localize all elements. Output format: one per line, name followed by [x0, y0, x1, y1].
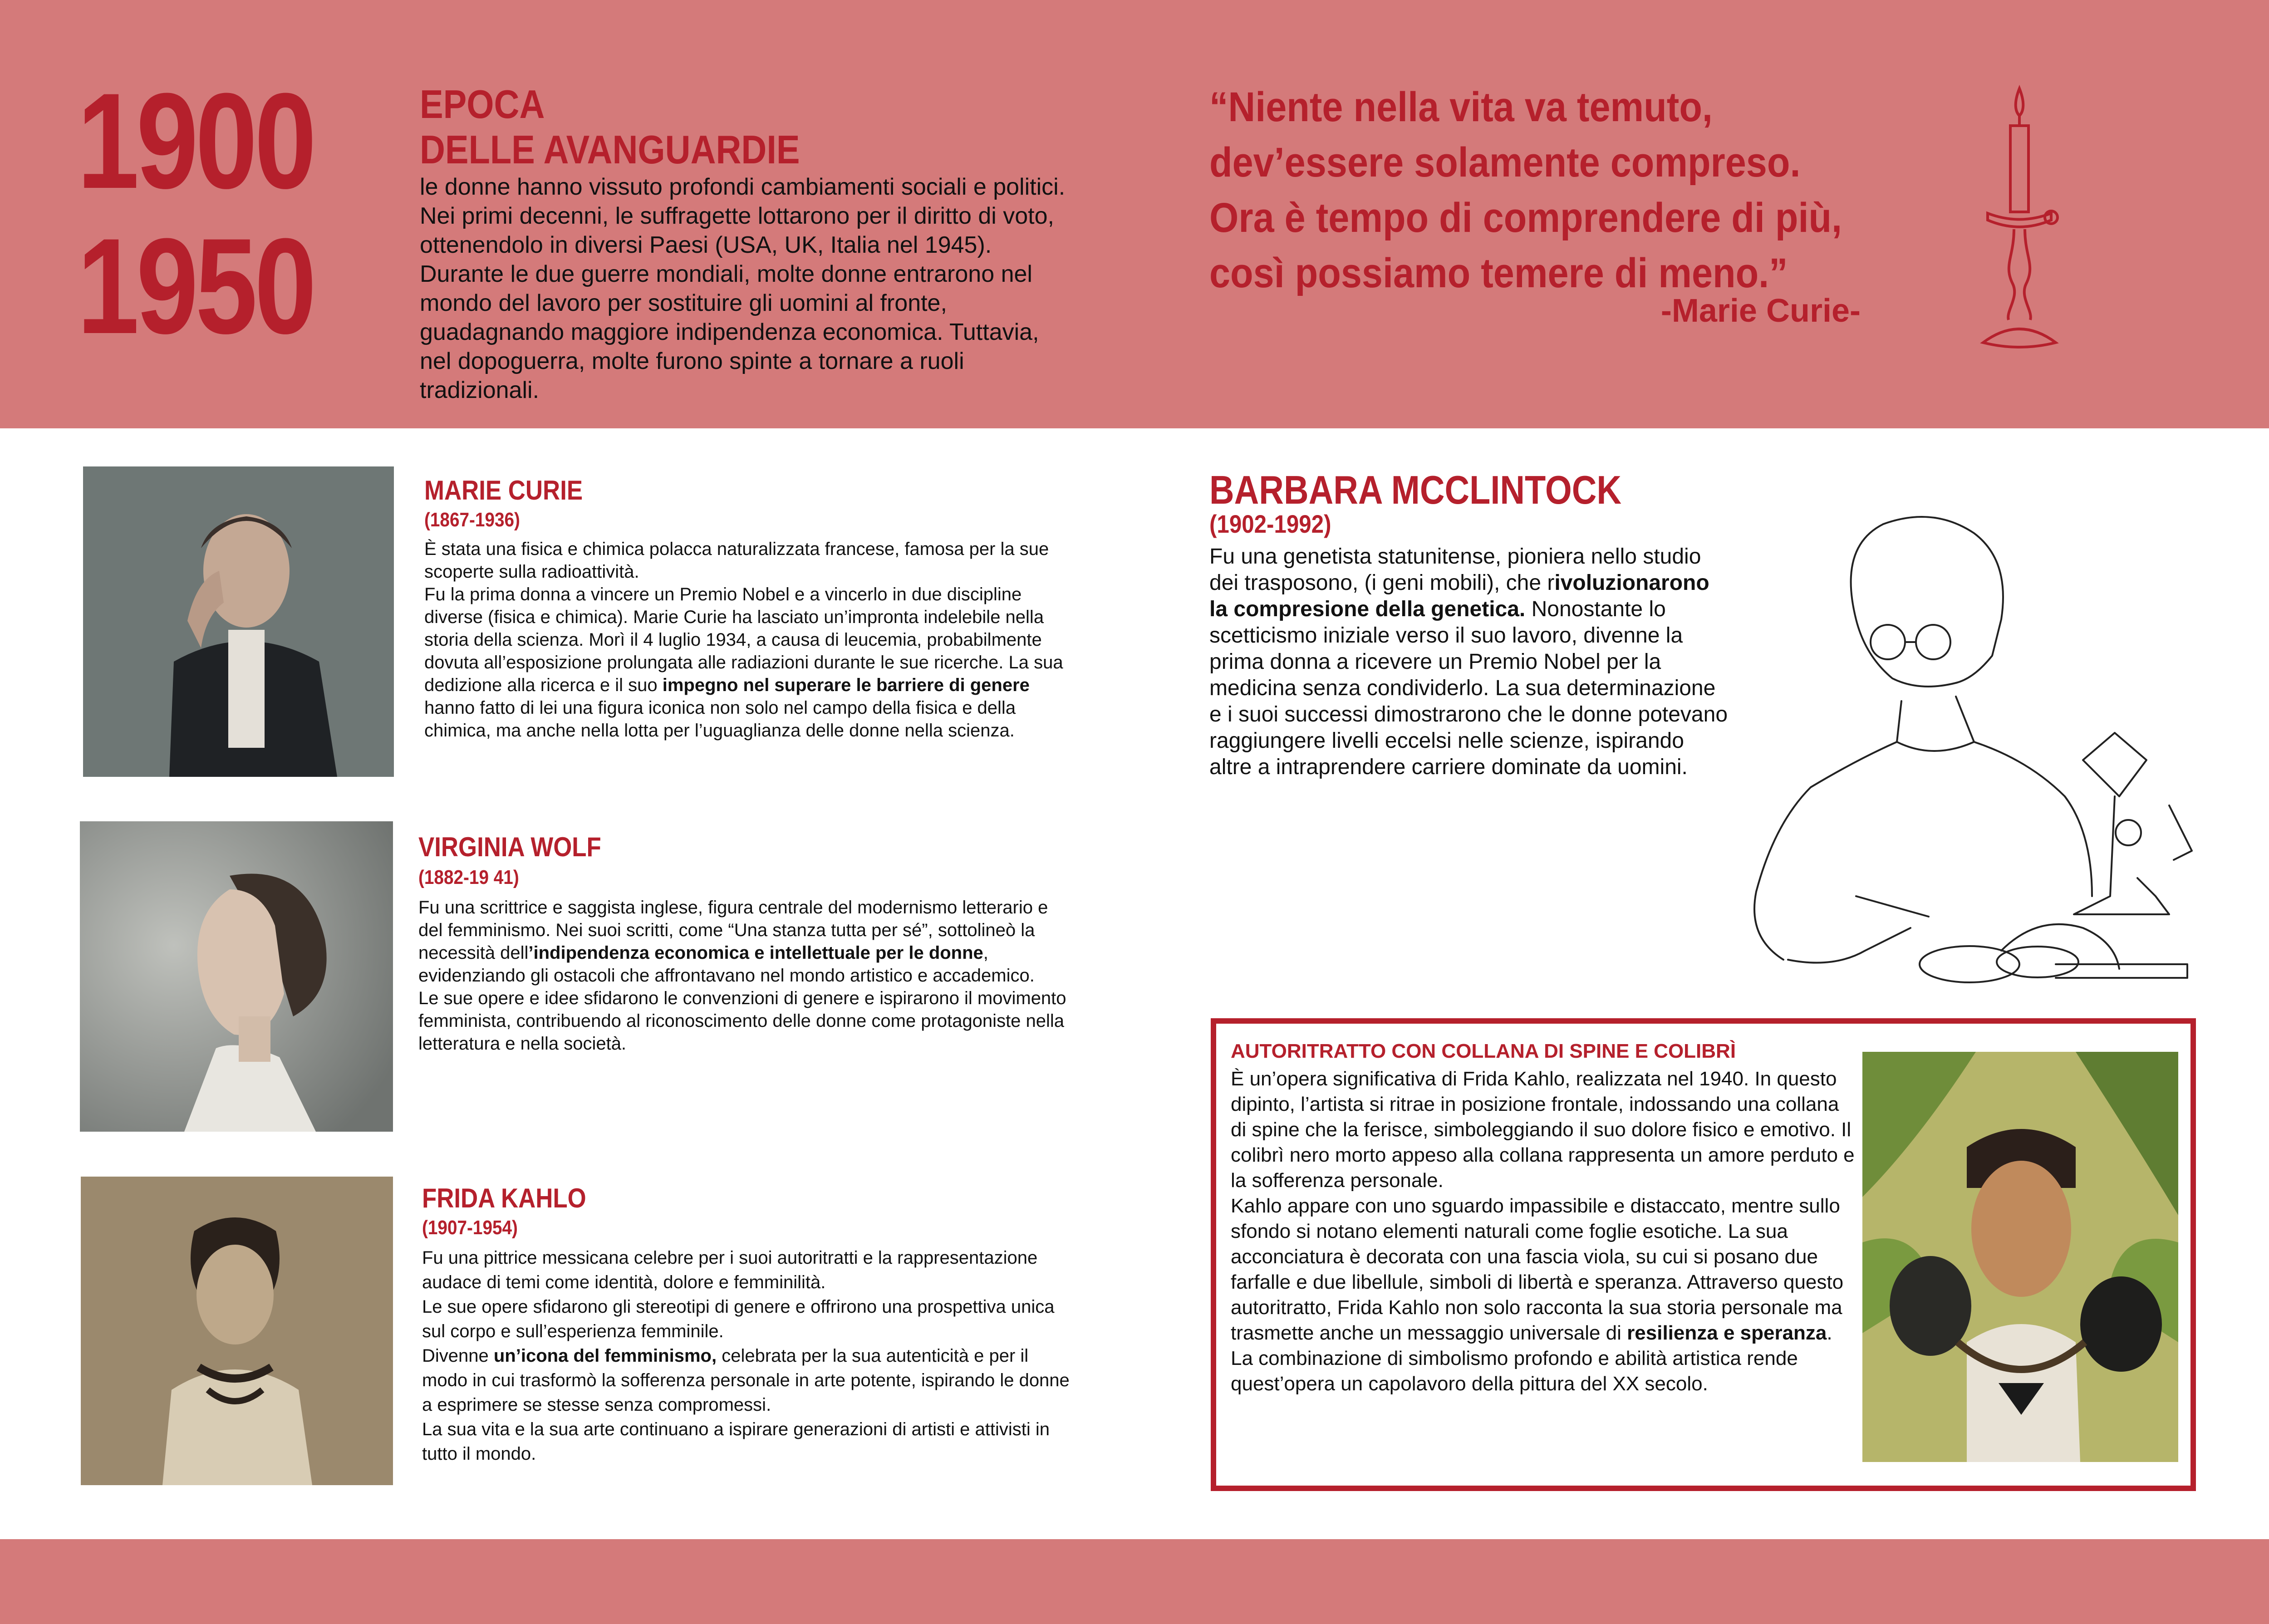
woolf-dates: (1882-19 41): [418, 866, 519, 888]
candle-icon: [1979, 84, 2060, 352]
mcclintock-bio: Fu una genetista statunitense, pioniera nello studio dei trasposono, (i geni mobili), che rivoluzionarono la compresione della genetica. Nonostante lo scetticismo iniziale verso il suo lavoro, divenne la prima donna a ricevere un Premio Nobel per la medicina senza condividerlo. La sua determinazione e i suoi successi dimostrarono che le donne potevano raggiungere livelli eccelsi nelle scienze, ispirando altre a intraprendere carriere dominate da uomini.: [1209, 545, 1728, 779]
mcclintock-sketch: [1720, 506, 2201, 1003]
header-band: [0, 0, 2269, 428]
mcclintock-dates: (1902-1992): [1209, 510, 1331, 538]
year-start: 1900: [77, 64, 314, 217]
kahlo-dates: (1907-1954): [422, 1217, 518, 1239]
quote: “Niente nella vita va temuto, dev’essere solamente compreso. Ora è tempo di comprendere di più, così possiamo temere di meno.”: [1209, 84, 1842, 296]
curie-dates: (1867-1936): [424, 509, 520, 531]
era-title: EPOCA DELLE AVANGUARDIE: [420, 82, 800, 172]
kahlo-self-portrait-painting: [1862, 1052, 2178, 1462]
virginia-woolf-photo: [80, 821, 393, 1132]
artwork-title: AUTORITRATTO CON COLLANA DI SPINE E COLIBRÌ: [1231, 1040, 1736, 1062]
marie-curie-photo: [83, 466, 394, 777]
woolf-bio: Fu una scrittrice e saggista inglese, figura centrale del modernismo letterario e del femminismo. Nei suoi scritti, come “Una stanza tutta per sé”, sottolineò la necessità dell’indipendenza economica e intellettuale per le donne, evidenziando gli ostacoli che affrontavano nel mondo artistico e accademico. Le sue opere e idee sfidarono le convenzioni di genere e ispirarono il movimento femminista, contribuendo al riconoscimento delle donne come protagoniste nella letteratura e nella società.: [418, 898, 1066, 1054]
artwork-description: È un’opera significativa di Frida Kahlo, realizzata nel 1940. In questo dipinto, l’artista si ritrae in posizione frontale, indossando una collana di spine che la ferisce, simboleggiando il suo dolore fisico e emotivo. Il colibrì nero morto appeso alla collana rappresenta un amore perduto e la sofferenza personale. Kahlo appare con uno sguardo impassibile e distaccato, mentre sullo sfondo si notano elementi naturali come foglie esotiche. La sua acconciatura è decorata con una fascia viola, su cui si posano due farfalle e due libellule, simboli di libertà e speranza. Attraverso questo autoritratto, Frida Kahlo non solo racconta la sua storia personale ma trasmette anche un messaggio universale di resilienza e speranza. La combinazione di simbolismo profondo e abilità artistica rende quest’opera un capolavoro della pittura del XX secolo.: [1231, 1068, 1855, 1395]
curie-bio: È stata una fisica e chimica polacca naturalizzata francese, famosa per la sue scoperte sulla radioattività. Fu la prima donna a vincere un Premio Nobel e a vincerlo in due discipline diverse (fisica e chimica). Marie Curie ha lasciato un’impronta indelebile nella storia della scienza. Morì il 4 luglio 1934, a causa di leucemia, probabilmente dovuta all’esposizione prolungata alle radiazioni durante le sue ricerche. La sua dedizione alla ricerca e il suo impegno nel superare le barriere di genere hanno fatto di lei una figura iconica non solo nel campo della fisica e della chimica, ma anche nella lotta per l’uguaglianza delle donne nella scienza.: [424, 539, 1063, 741]
era-description: le donne hanno vissuto profondi cambiamenti sociali e politici. Nei primi decenni, le suffragette lottarono per il diritto di voto, ottenendolo in diversi Paesi (USA, UK, Italia nel 1945). Durante le due guerre mondiali, molte donne entrarono nel mondo del lavoro per sostituire gli uomini al fronte, guadagnando maggiore indipendenza economica. Tuttavia, nel dopoguerra, molte furono spinte a tornare a ruoli tradizionali.: [420, 174, 1066, 403]
kahlo-bio: Fu una pittrice messicana celebre per i suoi autoritratti e la rappresentazione audace di temi come identità, dolore e femminilità. Le sue opere sfidarono gli stereotipi di genere e offrirono una prospettiva unica sul corpo e sull’esperienza femminile. Divenne un’icona del femminismo, celebrata per la sua autenticità e per il modo in cui trasformò la sofferenza personale in arte potente, ispirando le donne a esprimere se stesse senza compromessi. La sua vita e la sua arte continuano a ispirare generazioni di artisti e attivisti in tutto il mondo.: [422, 1248, 1070, 1464]
curie-name: MARIE CURIE: [424, 475, 583, 505]
woolf-name: VIRGINIA WOLF: [418, 832, 601, 862]
footer-band: [0, 1539, 2269, 1624]
kahlo-name: FRIDA KAHLO: [422, 1183, 586, 1213]
year-end: 1950: [77, 210, 314, 362]
frida-kahlo-photo: [81, 1177, 393, 1485]
mcclintock-name: BARBARA MCCLINTOCK: [1209, 467, 1622, 512]
quote-author: -Marie Curie-: [1660, 293, 1861, 329]
